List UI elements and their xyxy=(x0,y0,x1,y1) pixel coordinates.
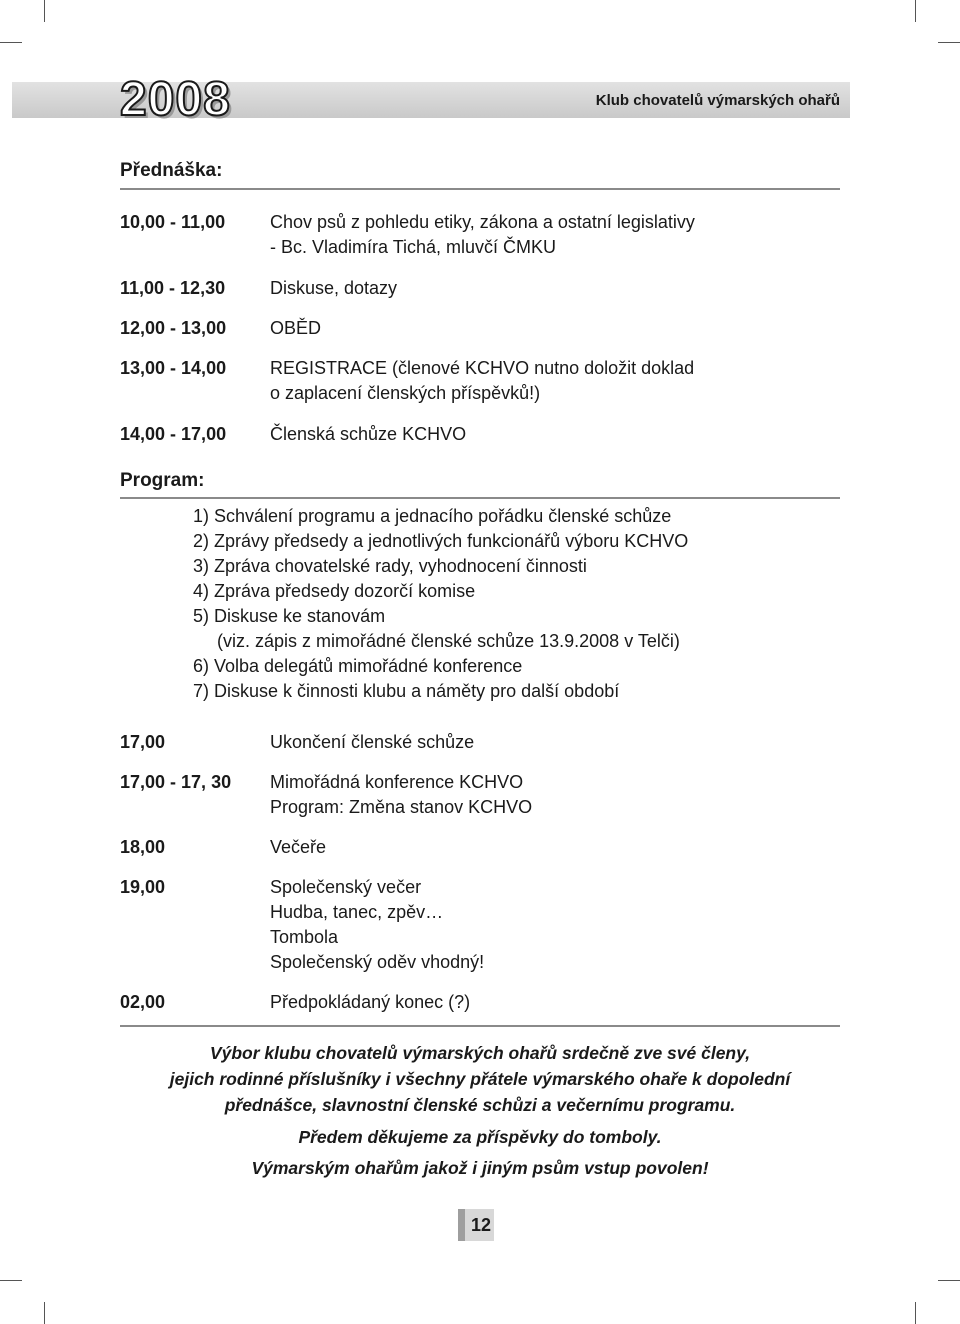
invitation-text xyxy=(120,1040,840,1118)
description-line: REGISTRACE (členové KCHVO nutno doložit doklad xyxy=(270,358,695,378)
description-line: Diskuse, dotazy xyxy=(270,278,398,298)
program-item: 5) Diskuse ke stanovám xyxy=(193,606,386,626)
schedule-time: 11,00 - 12,30 xyxy=(120,278,226,298)
program-title: Program: xyxy=(120,470,205,491)
description-line: Předpokládaný konec (?) xyxy=(270,992,471,1012)
invitation-line: přednášce, slavnostní členské schůzi a večernímu programu. xyxy=(224,1095,736,1115)
schedule-time: 14,00 - 17,00 xyxy=(120,424,227,444)
description-line: Hudba, tanec, zpěv… xyxy=(270,902,444,922)
program-item: 1) Schválení programu a jednacího pořádku členské schůze xyxy=(193,506,672,526)
crop-mark xyxy=(915,0,916,22)
description-line: Ukončení členské schůze xyxy=(270,732,475,752)
schedule-description xyxy=(270,770,532,820)
schedule-description xyxy=(270,422,466,447)
schedule-description xyxy=(270,875,484,975)
page-number-box xyxy=(458,1209,494,1241)
description-line: Společenský oděv vhodný! xyxy=(270,952,485,972)
program-item-note: (viz. zápis z mimořádné členské schůze 13.9.2008 v Telči) xyxy=(217,631,680,651)
program-item: 4) Zpráva předsedy dozorčí komise xyxy=(193,581,476,601)
program-item: 3) Zpráva chovatelské rady, vyhodnocení činnosti xyxy=(193,556,587,576)
permission-text: Výmarským ohařům jakož i jiným psům vstup povolen! xyxy=(251,1158,709,1178)
crop-mark xyxy=(44,1302,45,1324)
crop-mark xyxy=(0,42,22,43)
crop-mark xyxy=(915,1302,916,1324)
schedule-time: 02,00 xyxy=(120,992,166,1012)
description-line: Společenský večer xyxy=(270,877,422,897)
crop-mark xyxy=(44,0,45,22)
program-item: 2) Zprávy předsedy a jednotlivých funkcionářů výboru KCHVO xyxy=(193,531,689,551)
description-line: - Bc. Vladimíra Tichá, mluvčí ČMKU xyxy=(270,237,557,257)
divider xyxy=(120,1025,840,1027)
schedule-time: 19,00 xyxy=(120,877,166,897)
description-line: o zaplacení členských příspěvků!) xyxy=(270,383,541,403)
schedule-description xyxy=(270,730,474,755)
schedule-description xyxy=(270,210,695,260)
crop-mark xyxy=(938,42,960,43)
description-line: Večeře xyxy=(270,837,327,857)
program-item: 6) Volba delegátů mimořádné konference xyxy=(193,656,523,676)
year-heading: 2008 xyxy=(120,73,231,126)
thanks-text: Předem děkujeme za příspěvky do tomboly. xyxy=(298,1127,662,1147)
schedule-description xyxy=(270,276,397,301)
schedule-time: 13,00 - 14,00 xyxy=(120,358,227,378)
invitation-line: jejich rodinné příslušníky i všechny přátele výmarského ohaře k dopolední xyxy=(169,1069,791,1089)
description-line: Program: Změna stanov KCHVO xyxy=(270,797,533,817)
club-name: Klub chovatelů výmarských ohařů xyxy=(595,92,840,109)
schedule-time: 17,00 xyxy=(120,732,166,752)
program-item: 7) Diskuse k činnosti klubu a náměty pro další období xyxy=(193,681,620,701)
schedule-description xyxy=(270,356,694,406)
schedule-description xyxy=(270,990,470,1015)
crop-mark xyxy=(0,1280,22,1281)
schedule-time: 12,00 - 13,00 xyxy=(120,318,227,338)
program-list xyxy=(193,504,688,704)
lecture-title: Přednáška: xyxy=(120,160,223,181)
page-number: 12 xyxy=(471,1215,492,1235)
invitation-line: Výbor klubu chovatelů výmarských ohařů srdečně zve své členy, xyxy=(209,1043,751,1063)
divider xyxy=(120,188,840,190)
schedule-description xyxy=(270,835,326,860)
crop-mark xyxy=(938,1280,960,1281)
schedule-description xyxy=(270,316,321,341)
description-line: Chov psů z pohledu etiky, zákona a ostatní legislativy xyxy=(270,212,695,232)
divider xyxy=(120,497,840,499)
description-line: Mimořádná konference KCHVO xyxy=(270,772,524,792)
schedule-time: 18,00 xyxy=(120,837,166,857)
description-line: Členská schůze KCHVO xyxy=(270,424,467,444)
schedule-time: 17,00 - 17, 30 xyxy=(120,772,232,792)
description-line: OBĚD xyxy=(270,318,322,338)
schedule-time: 10,00 - 11,00 xyxy=(120,212,226,232)
description-line: Tombola xyxy=(270,927,339,947)
